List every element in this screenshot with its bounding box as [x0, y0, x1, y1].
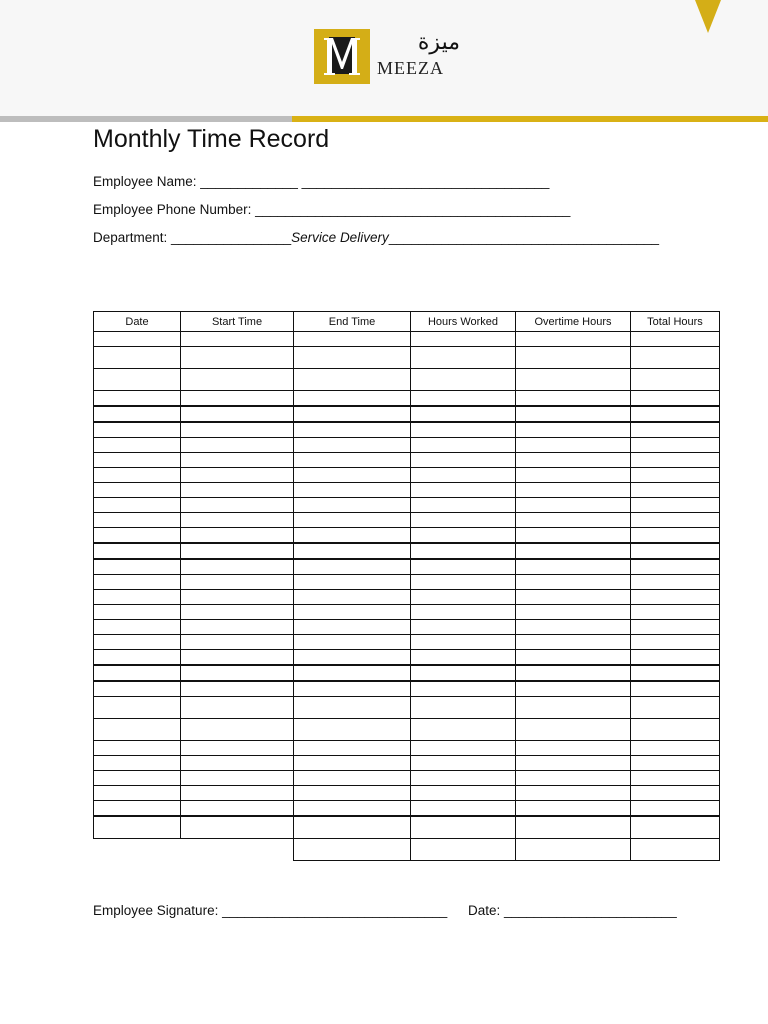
- table-cell[interactable]: [631, 438, 720, 453]
- table-cell[interactable]: [294, 422, 411, 438]
- table-cell[interactable]: [516, 406, 631, 422]
- table-row: [94, 513, 720, 528]
- table-cell[interactable]: [631, 771, 720, 786]
- column-header-start-time: Start Time: [181, 312, 294, 332]
- table-cell[interactable]: [631, 483, 720, 498]
- table-row: [94, 468, 720, 483]
- column-header-total-hours: Total Hours: [631, 312, 720, 332]
- table-cell[interactable]: [631, 332, 720, 347]
- table-cell[interactable]: [516, 590, 631, 605]
- table-row: [94, 528, 720, 544]
- column-header-end-time: End Time: [294, 312, 411, 332]
- table-cell[interactable]: [411, 756, 516, 771]
- table-cell[interactable]: [294, 498, 411, 513]
- table-row: [94, 498, 720, 513]
- table-cell[interactable]: [516, 513, 631, 528]
- table-row: [94, 575, 720, 590]
- table-cell[interactable]: [411, 741, 516, 756]
- table-cell[interactable]: [631, 406, 720, 422]
- page-title: Monthly Time Record: [93, 125, 330, 153]
- table-cell[interactable]: [94, 590, 181, 605]
- table-cell[interactable]: [94, 786, 181, 801]
- table-cell[interactable]: [94, 816, 181, 839]
- table-cell[interactable]: [94, 801, 181, 817]
- table-cell[interactable]: [411, 590, 516, 605]
- table-cell[interactable]: [181, 771, 294, 786]
- table-cell[interactable]: [94, 332, 181, 347]
- table-cell[interactable]: [94, 697, 181, 719]
- table-cell[interactable]: [631, 453, 720, 468]
- employee-phone-field: Employee Phone Number: __________________________________________: [93, 202, 571, 217]
- table-row: [94, 422, 720, 438]
- table-cell[interactable]: [94, 347, 181, 369]
- table-cell[interactable]: [411, 681, 516, 697]
- table-cell[interactable]: [181, 697, 294, 719]
- table-cell[interactable]: [516, 575, 631, 590]
- table-cell[interactable]: [94, 620, 181, 635]
- table-cell[interactable]: [94, 369, 181, 391]
- table-cell[interactable]: [631, 498, 720, 513]
- table-cell[interactable]: [631, 719, 720, 741]
- table-cell[interactable]: [411, 801, 516, 817]
- table-cell[interactable]: [294, 635, 411, 650]
- employee-signature-field: Employee Signature: ______________________________: [93, 903, 448, 918]
- table-row: [94, 635, 720, 650]
- table-cell[interactable]: [516, 650, 631, 666]
- table-cell[interactable]: [516, 741, 631, 756]
- logo-arabic-text: ميزة: [417, 30, 460, 55]
- table-row: [94, 681, 720, 697]
- table-cell[interactable]: [181, 590, 294, 605]
- table-cell[interactable]: [181, 406, 294, 422]
- table-cell[interactable]: [294, 681, 411, 697]
- table-cell[interactable]: [631, 786, 720, 801]
- table-row: [94, 697, 720, 719]
- table-cell[interactable]: [294, 650, 411, 666]
- table-cell[interactable]: [294, 786, 411, 801]
- table-cell[interactable]: [631, 559, 720, 575]
- table-cell[interactable]: [631, 468, 720, 483]
- table-cell[interactable]: [411, 369, 516, 391]
- table-cell[interactable]: [181, 605, 294, 620]
- table-cell[interactable]: [294, 406, 411, 422]
- table-cell[interactable]: [631, 665, 720, 681]
- table-cell[interactable]: [181, 422, 294, 438]
- table-cell[interactable]: [94, 665, 181, 681]
- table-cell[interactable]: [631, 816, 720, 839]
- table-cell[interactable]: [181, 816, 294, 839]
- table-cell[interactable]: [411, 719, 516, 741]
- table-cell[interactable]: [631, 391, 720, 407]
- table-cell[interactable]: [411, 697, 516, 719]
- total-cell[interactable]: [516, 839, 631, 861]
- table-cell[interactable]: [94, 605, 181, 620]
- table-cell[interactable]: [411, 513, 516, 528]
- table-cell[interactable]: [631, 741, 720, 756]
- table-cell[interactable]: [94, 771, 181, 786]
- table-cell[interactable]: [411, 605, 516, 620]
- table-cell[interactable]: [294, 719, 411, 741]
- column-header-overtime-hours: Overtime Hours: [516, 312, 631, 332]
- table-cell[interactable]: [631, 347, 720, 369]
- table-cell[interactable]: [181, 438, 294, 453]
- table-cell[interactable]: [516, 756, 631, 771]
- table-cell[interactable]: [294, 605, 411, 620]
- logo-mark: [314, 29, 370, 84]
- table-cell[interactable]: [94, 528, 181, 544]
- table-cell[interactable]: [631, 605, 720, 620]
- department-suffix: ____________________________________: [388, 230, 659, 245]
- table-cell[interactable]: [631, 543, 720, 559]
- table-cell[interactable]: [294, 816, 411, 839]
- totals-row: [94, 839, 720, 861]
- table-cell[interactable]: [411, 347, 516, 369]
- table-cell[interactable]: [94, 650, 181, 666]
- table-cell[interactable]: [516, 605, 631, 620]
- header-stripe-gray: [0, 116, 292, 122]
- department-prefix: Department: ________________: [93, 230, 292, 245]
- table-cell[interactable]: [181, 513, 294, 528]
- table-cell[interactable]: [294, 543, 411, 559]
- empty-cell: [181, 839, 294, 861]
- table-cell[interactable]: [411, 665, 516, 681]
- table-cell[interactable]: [516, 369, 631, 391]
- table-cell[interactable]: [516, 816, 631, 839]
- table-cell[interactable]: [411, 453, 516, 468]
- table-cell[interactable]: [631, 369, 720, 391]
- table-cell[interactable]: [181, 620, 294, 635]
- table-cell[interactable]: [181, 635, 294, 650]
- table-cell[interactable]: [181, 681, 294, 697]
- table-cell[interactable]: [516, 786, 631, 801]
- column-header-hours-worked: Hours Worked: [411, 312, 516, 332]
- table-cell[interactable]: [411, 483, 516, 498]
- table-cell[interactable]: [411, 635, 516, 650]
- table-cell[interactable]: [516, 347, 631, 369]
- table-cell[interactable]: [294, 741, 411, 756]
- table-row: [94, 801, 720, 817]
- table-cell[interactable]: [631, 422, 720, 438]
- table-cell[interactable]: [516, 483, 631, 498]
- table-cell[interactable]: [411, 406, 516, 422]
- table-body: [94, 332, 720, 861]
- table-cell[interactable]: [516, 543, 631, 559]
- table-cell[interactable]: [411, 438, 516, 453]
- table-cell[interactable]: [516, 719, 631, 741]
- table-cell[interactable]: [181, 801, 294, 817]
- table-cell[interactable]: [411, 786, 516, 801]
- table-row: [94, 719, 720, 741]
- corner-triangle-decoration: [695, 0, 721, 33]
- table-row: [94, 453, 720, 468]
- table-cell[interactable]: [181, 665, 294, 681]
- table-row: [94, 438, 720, 453]
- employee-name-field: Employee Name: _____________ _________________________________: [93, 174, 550, 189]
- table-cell[interactable]: [94, 498, 181, 513]
- table-row: [94, 543, 720, 559]
- table-cell[interactable]: [516, 528, 631, 544]
- table-cell[interactable]: [631, 650, 720, 666]
- table-cell[interactable]: [516, 498, 631, 513]
- table-cell[interactable]: [516, 332, 631, 347]
- table-cell[interactable]: [631, 528, 720, 544]
- table-cell[interactable]: [294, 453, 411, 468]
- table-cell[interactable]: [516, 422, 631, 438]
- table-cell[interactable]: [294, 697, 411, 719]
- table-cell[interactable]: [181, 483, 294, 498]
- table-cell[interactable]: [631, 635, 720, 650]
- table-row: [94, 332, 720, 347]
- table-cell[interactable]: [181, 741, 294, 756]
- table-cell[interactable]: [181, 575, 294, 590]
- table-cell[interactable]: [94, 438, 181, 453]
- table-cell[interactable]: [294, 801, 411, 817]
- table-cell[interactable]: [411, 332, 516, 347]
- table-cell[interactable]: [94, 468, 181, 483]
- logo-m-icon: [314, 29, 370, 84]
- table-cell[interactable]: [294, 771, 411, 786]
- table-row: [94, 756, 720, 771]
- table-cell[interactable]: [181, 332, 294, 347]
- table-cell[interactable]: [94, 483, 181, 498]
- table-cell[interactable]: [411, 543, 516, 559]
- table-cell[interactable]: [94, 422, 181, 438]
- table-cell[interactable]: [181, 453, 294, 468]
- table-cell[interactable]: [94, 756, 181, 771]
- table-cell[interactable]: [94, 681, 181, 697]
- table-cell[interactable]: [294, 620, 411, 635]
- total-cell[interactable]: [631, 839, 720, 861]
- table-cell[interactable]: [294, 575, 411, 590]
- table-cell[interactable]: [631, 620, 720, 635]
- table-cell[interactable]: [516, 681, 631, 697]
- table-cell[interactable]: [411, 422, 516, 438]
- table-row: [94, 369, 720, 391]
- table-cell[interactable]: [181, 543, 294, 559]
- table-cell[interactable]: [411, 650, 516, 666]
- table-cell[interactable]: [516, 438, 631, 453]
- signature-date-field: Date: _______________________: [468, 903, 677, 918]
- table-cell[interactable]: [181, 786, 294, 801]
- table-cell[interactable]: [294, 513, 411, 528]
- table-cell[interactable]: [294, 483, 411, 498]
- table-row: [94, 605, 720, 620]
- table-cell[interactable]: [631, 697, 720, 719]
- table-row: [94, 559, 720, 575]
- table-cell[interactable]: [631, 681, 720, 697]
- table-cell[interactable]: [516, 771, 631, 786]
- table-row: [94, 406, 720, 422]
- table-cell[interactable]: [181, 719, 294, 741]
- table-cell[interactable]: [294, 347, 411, 369]
- table-cell[interactable]: [516, 697, 631, 719]
- table-cell[interactable]: [181, 347, 294, 369]
- total-cell[interactable]: [294, 839, 411, 861]
- table-row: [94, 483, 720, 498]
- table-cell[interactable]: [181, 468, 294, 483]
- table-cell[interactable]: [294, 590, 411, 605]
- department-field: [93, 230, 659, 246]
- table-cell[interactable]: [181, 559, 294, 575]
- table-cell[interactable]: [411, 528, 516, 544]
- table-cell[interactable]: [294, 438, 411, 453]
- department-value: Service Delivery: [291, 230, 389, 245]
- table-cell[interactable]: [411, 816, 516, 839]
- empty-cell: [94, 839, 181, 861]
- table-cell[interactable]: [94, 543, 181, 559]
- total-cell[interactable]: [411, 839, 516, 861]
- table-cell[interactable]: [294, 665, 411, 681]
- time-record-table: [93, 311, 720, 861]
- table-cell[interactable]: [94, 575, 181, 590]
- table-cell[interactable]: [411, 498, 516, 513]
- table-cell[interactable]: [411, 575, 516, 590]
- table-cell[interactable]: [181, 498, 294, 513]
- table-cell[interactable]: [631, 801, 720, 817]
- table-cell[interactable]: [516, 620, 631, 635]
- table-cell[interactable]: [631, 590, 720, 605]
- table-cell[interactable]: [94, 391, 181, 407]
- header-stripe-gold: [292, 116, 768, 122]
- table-cell[interactable]: [181, 369, 294, 391]
- table-header-row: [94, 312, 720, 332]
- table-cell[interactable]: [631, 756, 720, 771]
- table-cell[interactable]: [94, 406, 181, 422]
- table-cell[interactable]: [94, 635, 181, 650]
- table-cell[interactable]: [94, 741, 181, 756]
- table-cell[interactable]: [294, 369, 411, 391]
- table-cell[interactable]: [631, 513, 720, 528]
- table-row: [94, 650, 720, 666]
- table-cell[interactable]: [411, 559, 516, 575]
- table-cell[interactable]: [94, 453, 181, 468]
- logo-latin-text: MEEZA: [377, 58, 444, 78]
- table-cell[interactable]: [294, 559, 411, 575]
- table-row: [94, 771, 720, 786]
- table-cell[interactable]: [181, 391, 294, 407]
- table-row: [94, 391, 720, 407]
- table-row: [94, 816, 720, 839]
- table-row: [94, 786, 720, 801]
- table-cell[interactable]: [294, 528, 411, 544]
- table-cell[interactable]: [181, 528, 294, 544]
- table-cell[interactable]: [516, 468, 631, 483]
- table-cell[interactable]: [181, 650, 294, 666]
- table-row: [94, 620, 720, 635]
- table-cell[interactable]: [294, 468, 411, 483]
- table-cell[interactable]: [411, 468, 516, 483]
- column-header-date: Date: [94, 312, 181, 332]
- table-cell[interactable]: [516, 453, 631, 468]
- table-cell[interactable]: [94, 513, 181, 528]
- table-cell[interactable]: [94, 719, 181, 741]
- table-cell[interactable]: [516, 665, 631, 681]
- table-cell[interactable]: [631, 575, 720, 590]
- table-row: [94, 741, 720, 756]
- table-cell[interactable]: [516, 391, 631, 407]
- table-cell[interactable]: [516, 559, 631, 575]
- table-cell[interactable]: [181, 756, 294, 771]
- table-cell[interactable]: [94, 559, 181, 575]
- table-cell[interactable]: [411, 771, 516, 786]
- table-cell[interactable]: [411, 620, 516, 635]
- table-row: [94, 590, 720, 605]
- table-cell[interactable]: [411, 391, 516, 407]
- table-cell[interactable]: [294, 756, 411, 771]
- table-cell[interactable]: [294, 332, 411, 347]
- table-cell[interactable]: [516, 635, 631, 650]
- table-cell[interactable]: [294, 391, 411, 407]
- table-cell[interactable]: [516, 801, 631, 817]
- table-row: [94, 347, 720, 369]
- table-row: [94, 665, 720, 681]
